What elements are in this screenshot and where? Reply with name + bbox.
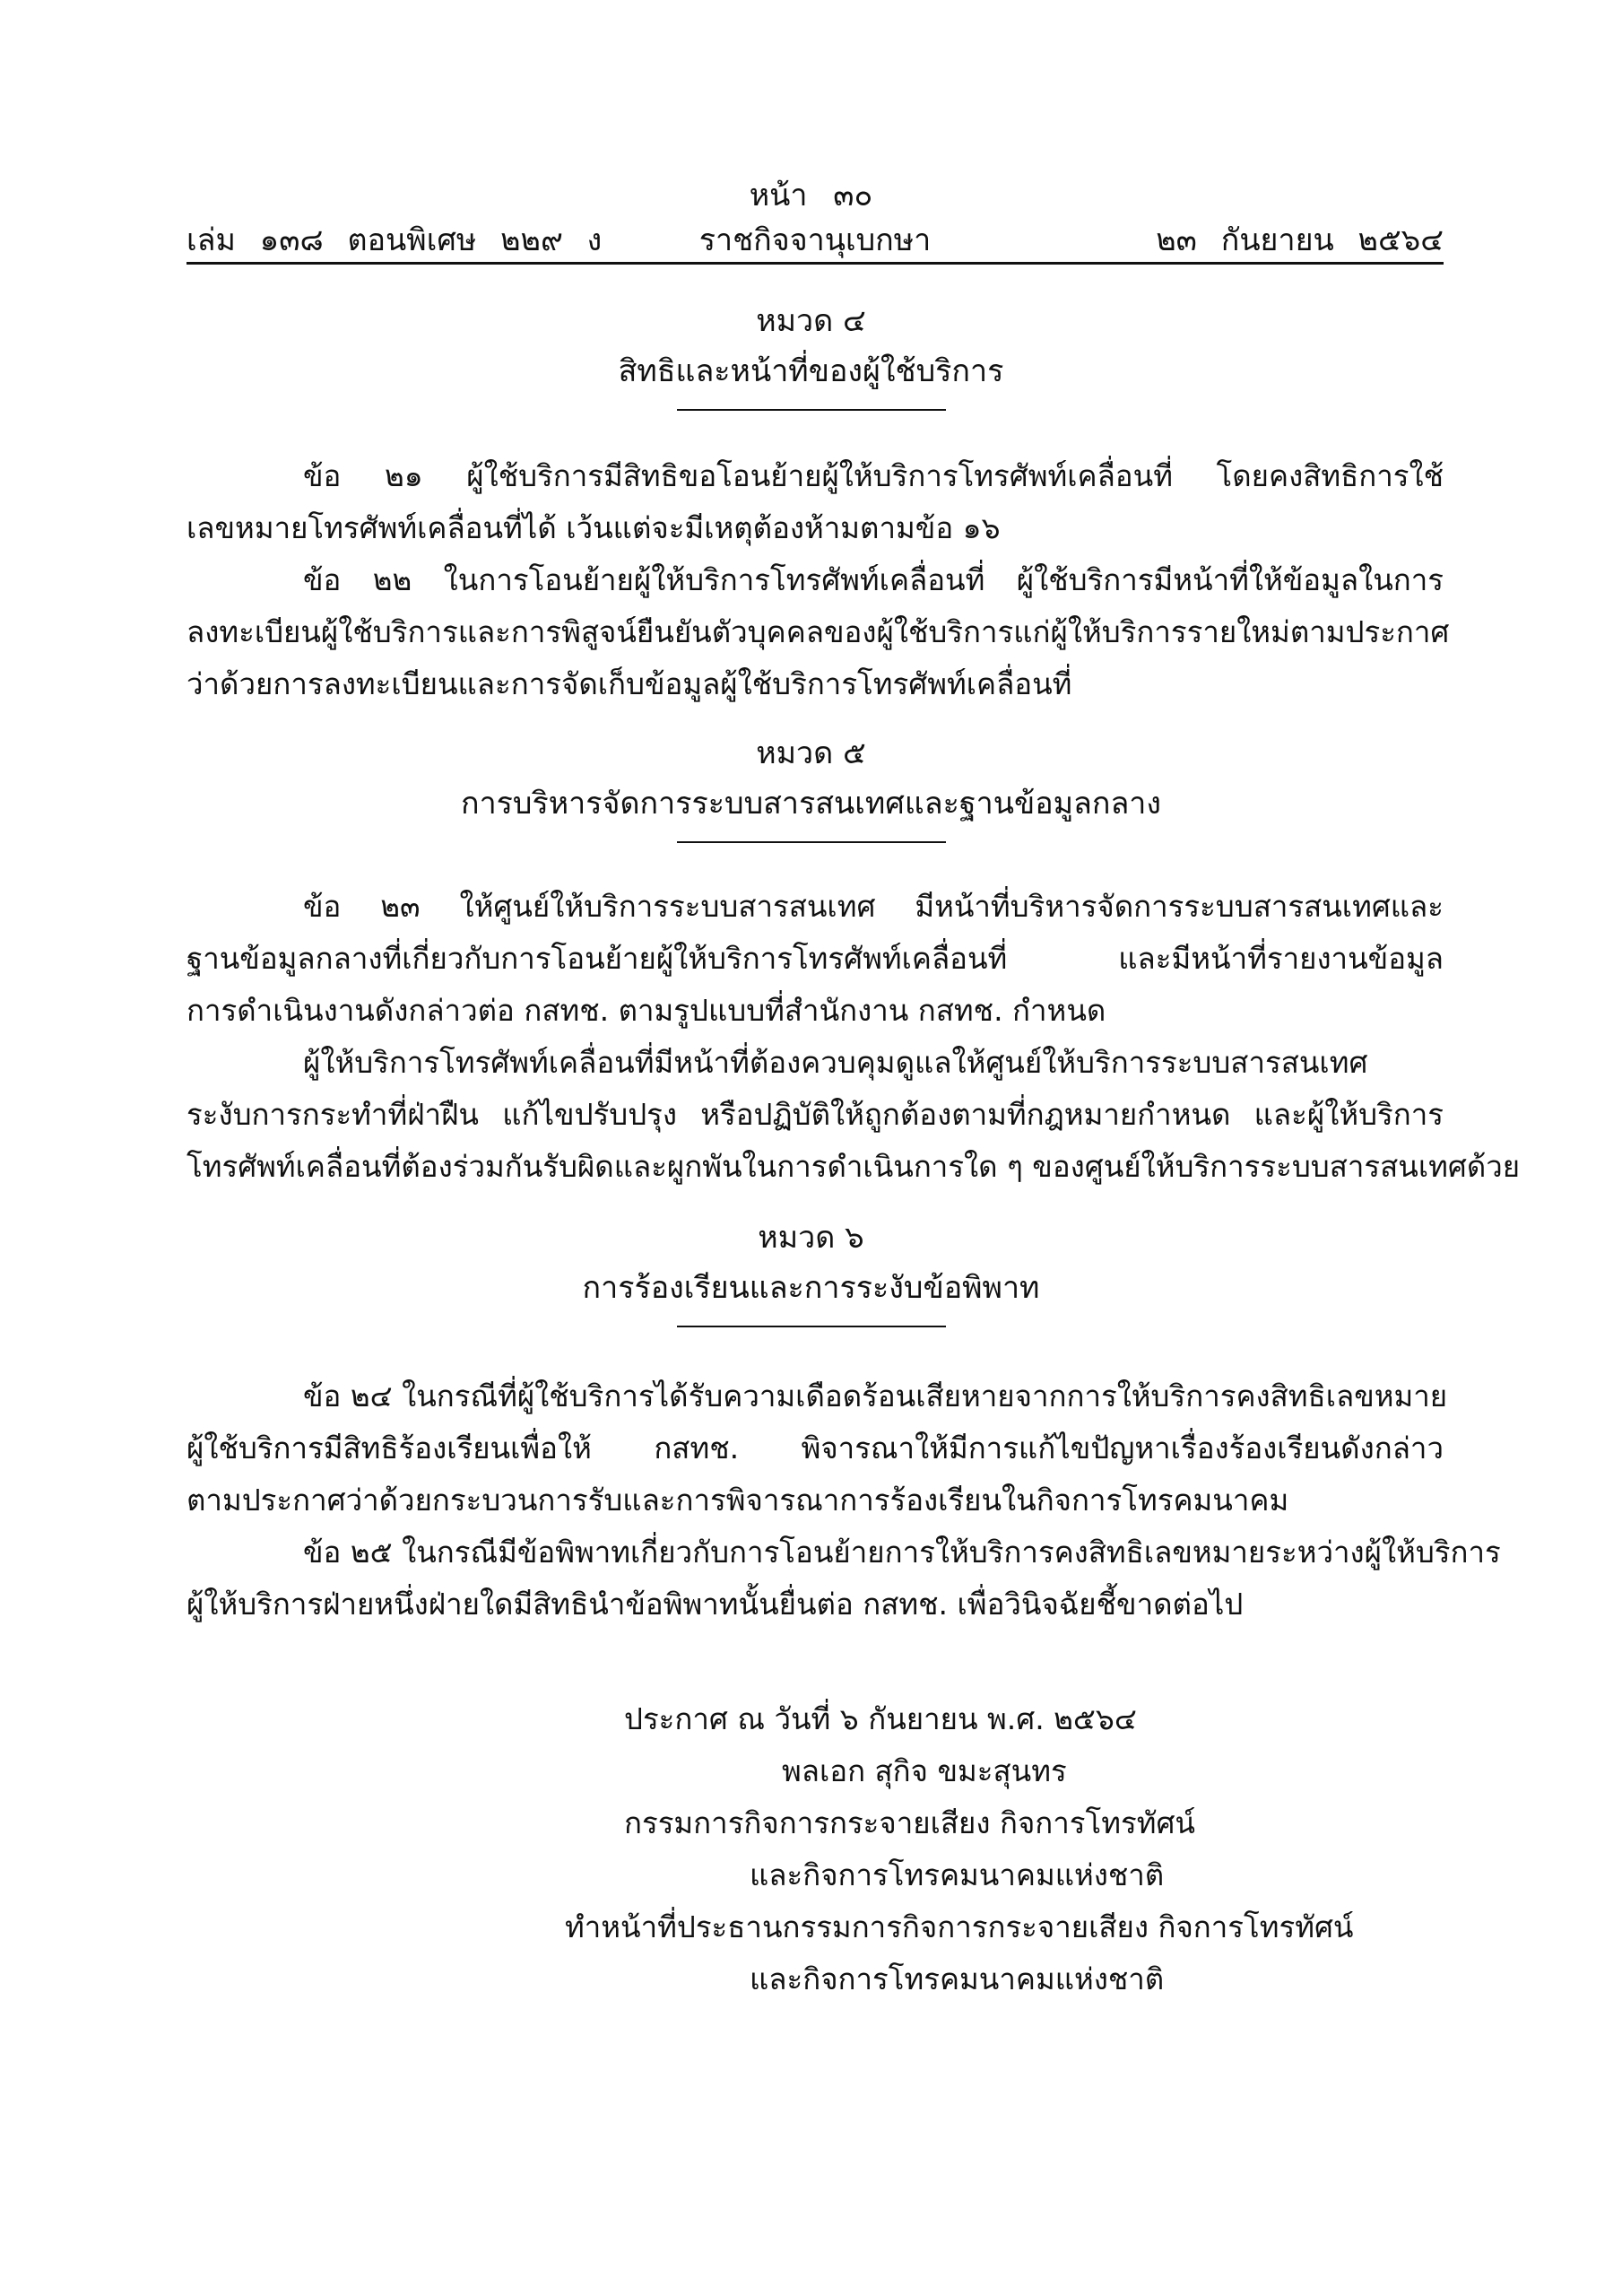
page-number: หน้า ๓๐	[749, 178, 873, 213]
header-divider	[186, 262, 1444, 265]
section-number: หมวด ๖	[758, 1220, 864, 1256]
section-heading-6	[0, 1213, 1622, 1327]
gazette-header	[186, 215, 1444, 258]
text-line: การดำเนินงานดังกล่าวต่อ กสทช. ตามรูปแบบที่สำนักงาน กสทช. กำหนด	[186, 993, 1106, 1028]
section-title: การบริหารจัดการระบบสารสนเทศและฐานข้อมูลกลาง	[460, 786, 1162, 822]
section-title: สิทธิและหน้าที่ของผู้ใช้บริการ	[618, 353, 1004, 389]
text-line: ข้อ ๒๔ ในกรณีที่ผู้ใช้บริการได้รับความเดือดร้อนเสียหายจากการให้บริการคงสิทธิเลขหมาย	[303, 1378, 1448, 1413]
text-line: ว่าด้วยการลงทะเบียนและการจัดเก็บข้อมูลผู้ใช้บริการโทรศัพท์เคลื่อนที่	[186, 666, 1072, 701]
signatory-position: ทำหน้าที่ประธานกรรมการกิจการกระจายเสียง กิจการโทรทัศน์	[565, 1909, 1354, 1944]
clause-25	[186, 1526, 1501, 1631]
clause-24	[186, 1370, 1448, 1526]
text-line: ผู้ให้บริการโทรศัพท์เคลื่อนที่มีหน้าที่ต้องควบคุมดูแลให้ศูนย์ให้บริการระบบสารสนเทศ	[303, 1045, 1368, 1080]
publication-name: ราชกิจจานุเบกษา	[698, 222, 932, 258]
text-line: ผู้ให้บริการฝ่ายหนึ่งฝ่ายใดมีสิทธินำข้อพิพาทนั้นยื่นต่อ กสทช. เพื่อวินิจฉัยชี้ขาดต่อไป	[186, 1587, 1244, 1622]
signatory-name: พลเอก สุกิจ ขมะสุนทร	[782, 1753, 1067, 1788]
section-divider	[677, 409, 946, 411]
clause-23-paragraph-2	[186, 1037, 1521, 1193]
text-line: ข้อ ๒๕ ในกรณีมีข้อพิพาทเกี่ยวกับการโอนย้ายการให้บริการคงสิทธิเลขหมายระหว่างผู้ให้บริการ	[303, 1535, 1501, 1570]
announcement-date: ประกาศ ณ วันที่ ๖ กันยายน พ.ศ. ๒๕๖๔	[624, 1701, 1137, 1736]
signatory-position: และกิจการโทรคมนาคมแห่งชาติ	[750, 1857, 1165, 1892]
section-heading-4	[0, 296, 1622, 411]
signatory-position: และกิจการโทรคมนาคมแห่งชาติ	[750, 1961, 1165, 1996]
text-line: ข้อ ๒๒ ในการโอนย้ายผู้ให้บริการโทรศัพท์เคลื่อนที่ ผู้ใช้บริการมีหน้าที่ให้ข้อมูลในการ	[303, 562, 1444, 597]
text-line: ผู้ใช้บริการมีสิทธิร้องเรียนเพื่อให้ กสทช. พิจารณาให้มีการแก้ไขปัญหาเรื่องร้องเรียนดังกล่าว	[186, 1431, 1444, 1465]
signatory-position: กรรมการกิจการกระจายเสียง กิจการโทรทัศน์	[624, 1805, 1195, 1840]
section-number: หมวด ๕	[756, 735, 866, 771]
clause-23	[186, 881, 1444, 1037]
section-divider	[677, 841, 946, 843]
section-number: หมวด ๔	[756, 303, 866, 339]
text-line: เลขหมายโทรศัพท์เคลื่อนที่ได้ เว้นแต่จะมีเหตุต้องห้ามตามข้อ ๑๖	[186, 510, 1001, 545]
text-line: ตามประกาศว่าด้วยกระบวนการรับและการพิจารณาการร้องเรียนในกิจการโทรคมนาคม	[186, 1483, 1289, 1518]
text-line: ข้อ ๒๑ ผู้ใช้บริการมีสิทธิขอโอนย้ายผู้ให้บริการโทรศัพท์เคลื่อนที่ โดยคงสิทธิการใช้	[303, 458, 1444, 493]
section-title: การร้องเรียนและการระงับข้อพิพาท	[582, 1270, 1040, 1306]
clause-22	[186, 554, 1450, 710]
volume-info: เล่ม ๑๓๘ ตอนพิเศษ ๒๒๙ ง	[186, 222, 603, 258]
text-line: ฐานข้อมูลกลางที่เกี่ยวกับการโอนย้ายผู้ให้บริการโทรศัพท์เคลื่อนที่ และมีหน้าที่รายงานข้อมูล	[186, 941, 1444, 976]
text-line: โทรศัพท์เคลื่อนที่ต้องร่วมกันรับผิดและผูกพันในการดำเนินการใด ๆ ของศูนย์ให้บริการระบบสารสนเทศด้วย	[186, 1149, 1521, 1184]
publication-date: ๒๓ กันยายน ๒๕๖๔	[1156, 222, 1444, 258]
section-divider	[677, 1326, 946, 1327]
clause-21	[186, 450, 1444, 554]
text-line: ลงทะเบียนผู้ใช้บริการและการพิสูจน์ยืนยันตัวบุคคลของผู้ใช้บริการแก่ผู้ให้บริการรายใหม่ตามประกาศ	[186, 614, 1450, 649]
text-line: ข้อ ๒๓ ให้ศูนย์ให้บริการระบบสารสนเทศ มีหน้าที่บริหารจัดการระบบสารสนเทศและ	[303, 889, 1444, 924]
signature-block	[502, 1693, 1488, 2005]
section-heading-5	[0, 728, 1622, 843]
text-line: ระงับการกระทำที่ฝ่าฝืน แก้ไขปรับปรุง หรือปฏิบัติให้ถูกต้องตามที่กฎหมายกำหนด และผู้ให้บริการ	[186, 1097, 1444, 1132]
